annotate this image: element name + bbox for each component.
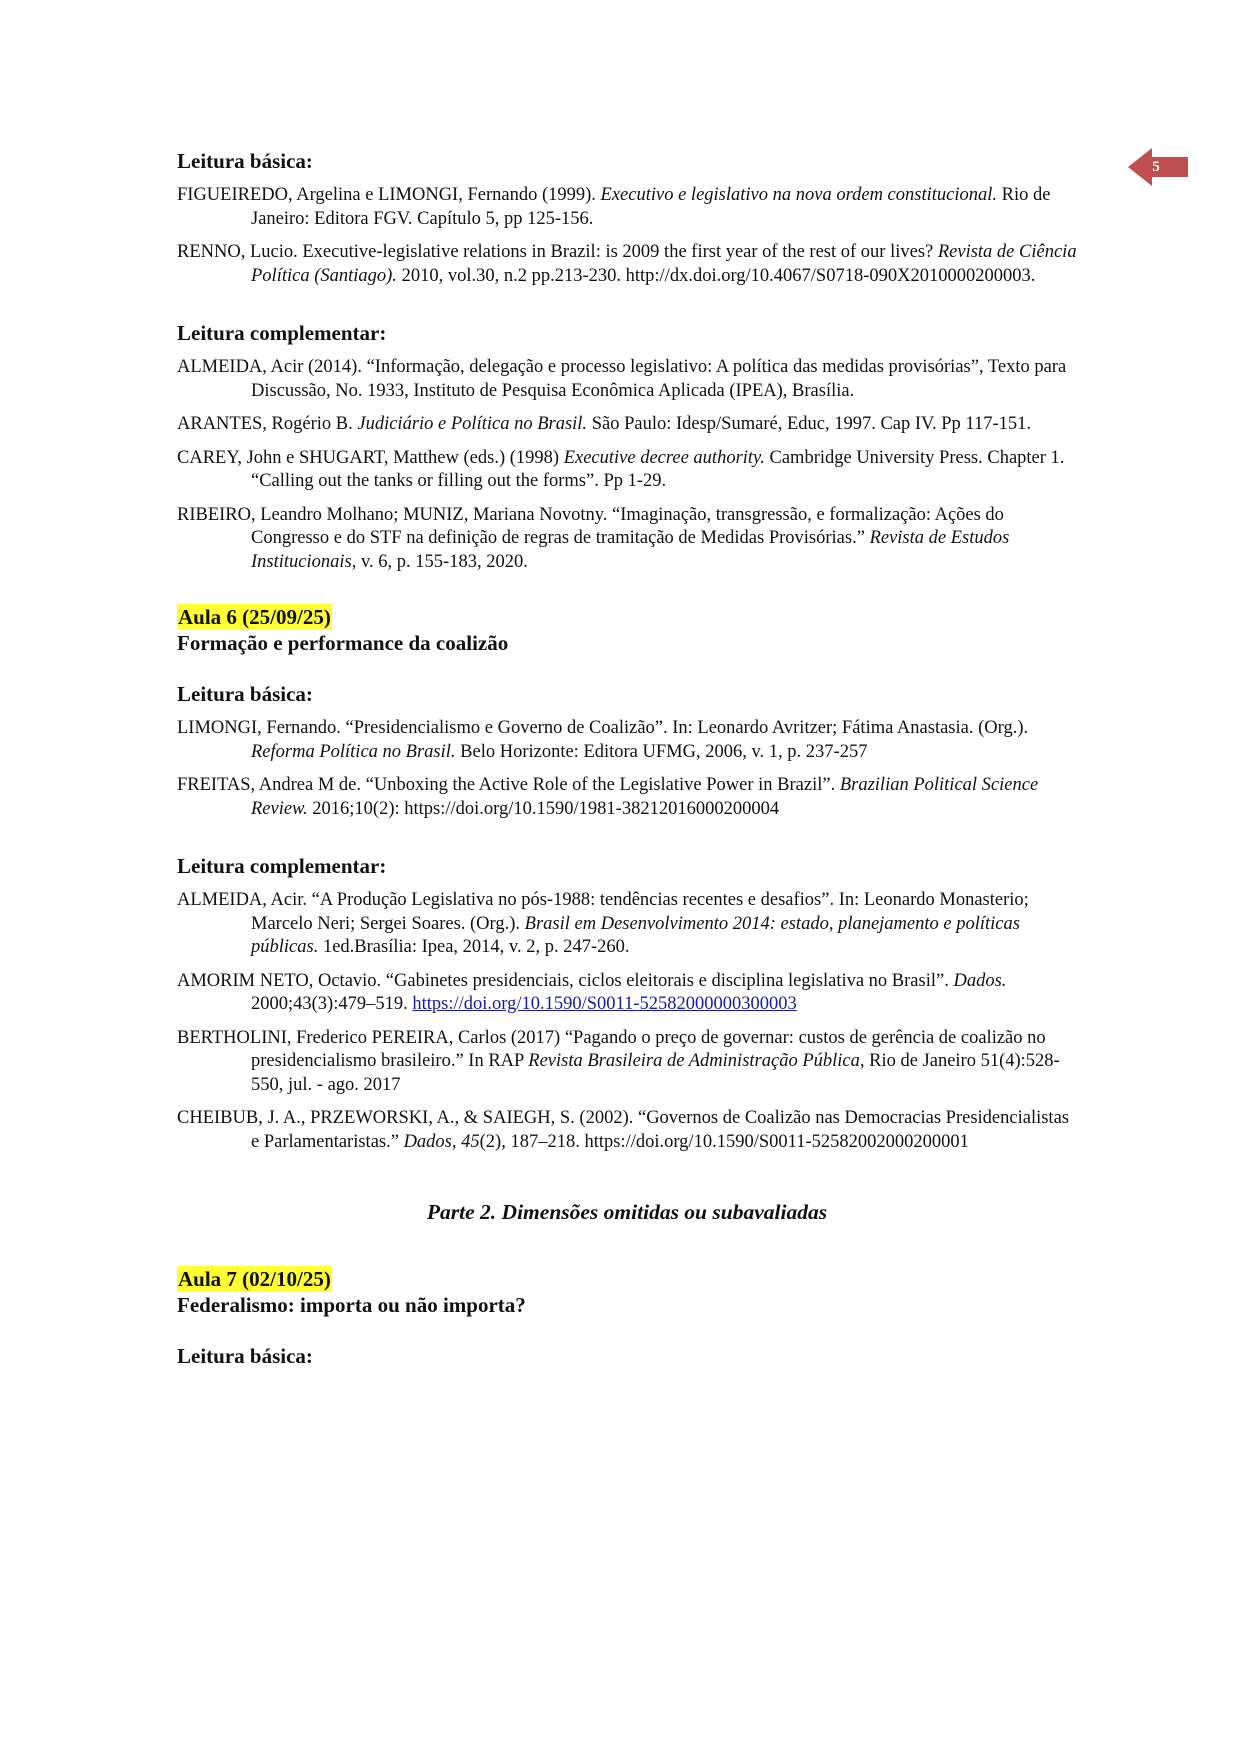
reference-item: BERTHOLINI, Frederico PEREIRA, Carlos (2017) “Pagando o preço de governar: custos de gerência de coalizão no presidencialismo brasileiro.” In RAP Revista Brasileira de Administração Pública, Rio de Janeiro 51(4):528-550, jul. - ago. 2017 bbox=[177, 1027, 1060, 1095]
reference-item: RIBEIRO, Leandro Molhano; MUNIZ, Mariana Novotny. “Imaginação, transgressão, e formalização: Ações do Congresso e do STF na definição de regras de tramitação de Medidas Provisórias.” Revista de Estudos Institucionais, v. 6, p. 155-183, 2020. bbox=[177, 504, 1010, 572]
reference-item: FREITAS, Andrea M de. “Unboxing the Active Role of the Legislative Power in Brazil”. Brazilian Political Science Review. 2016;10(2): https://doi.org/10.1590/1981-38212016000200004 bbox=[177, 775, 1039, 819]
doi-link[interactable]: https://doi.org/10.1590/S0011-52582000000300003 bbox=[412, 994, 797, 1014]
page-number: 5 bbox=[1152, 159, 1160, 175]
reference-item: ARANTES, Rogério B. Judiciário e Política no Brasil. São Paulo: Idesp/Sumaré, Educ, 1997. Cap IV. Pp 117-151. bbox=[177, 414, 1032, 434]
aula-6-label: Aula 6 (25/09/25) bbox=[178, 605, 331, 629]
reference-item: ALMEIDA, Acir. “A Produção Legislativa no pós-1988: tendências recentes e desafios”. In: Leonardo Monasterio; Marcelo Neri; Sergei Soares. (Org.). Brasil em Desenvolvimento 2014: estado, planejamento e políticas públicas. 1ed.Brasília: Ipea, 2014, v. 2, p. 247-260. bbox=[177, 890, 1029, 957]
basic-reading-heading: Leitura básica: bbox=[177, 1344, 313, 1368]
basic-reading-heading: Leitura básica: bbox=[177, 149, 313, 173]
reference-item: ALMEIDA, Acir (2014). “Informação, delegação e processo legislativo: A política das medidas provisórias”, Texto para Discussão, No. 1933, Instituto de Pesquisa Econômica Aplicada (IPEA), Brasília. bbox=[177, 357, 1067, 401]
aula-6-section bbox=[177, 604, 1077, 657]
document-body bbox=[177, 148, 1077, 1379]
reference-item: AMORIM NETO, Octavio. “Gabinetes presidenciais, ciclos eleitorais e disciplina legislativa no Brasil”. Dados. 2000;43(3):479–519. https://doi.org/10.1590/S0011-52582000000300003 bbox=[177, 970, 1007, 1014]
complementary-reading-heading: Leitura complementar: bbox=[177, 854, 387, 878]
reference-item: LIMONGI, Fernando. “Presidencialismo e Governo de Coalizão”. In: Leonardo Avritzer; Fátima Anastasia. (Org.). Reforma Política no Brasil. Belo Horizonte: Editora UFMG, 2006, v. 1, p. 237-257 bbox=[177, 718, 1029, 762]
aula-6-title: Formação e performance da coalizão bbox=[177, 631, 509, 655]
basic-reading-heading: Leitura básica: bbox=[177, 682, 313, 706]
aula-7-section bbox=[177, 1266, 1077, 1319]
reference-item: CAREY, John e SHUGART, Matthew (eds.) (1998) Executive decree authority. Cambridge University Press. Chapter 1. “Calling out the tanks or filling out the forms”. Pp 1-29. bbox=[177, 447, 1065, 491]
reference-item: FIGUEIREDO, Argelina e LIMONGI, Fernando (1999). Executivo e legislativo na nova ordem constitucional. Rio de Janeiro: Editora FGV. Capítulo 5, pp 125-156. bbox=[177, 185, 1051, 229]
reference-item: RENNO, Lucio. Executive-legislative relations in Brazil: is 2009 the first year of the rest of our lives? Revista de Ciência Política (Santiago). 2010, vol.30, n.2 pp.213-230. http://dx.doi.org/10.4067/S0718-090X2010000200003. bbox=[177, 242, 1077, 286]
aula-7-title: Federalismo: importa ou não importa? bbox=[177, 1293, 526, 1317]
aula-7-label: Aula 7 (02/10/25) bbox=[178, 1267, 331, 1291]
reference-item: CHEIBUB, J. A., PRZEWORSKI, A., & SAIEGH, S. (2002). “Governos de Coalizão nas Democracias Presidencialistas e Parlamentaristas.” Dados, 45(2), 187–218. https://doi.org/10.1590/S0011-52582002000200001 bbox=[177, 1108, 1069, 1152]
complementary-reading-heading: Leitura complementar: bbox=[177, 321, 387, 345]
part-2-heading: Parte 2. Dimensões omitidas ou subavaliadas bbox=[426, 1200, 828, 1224]
